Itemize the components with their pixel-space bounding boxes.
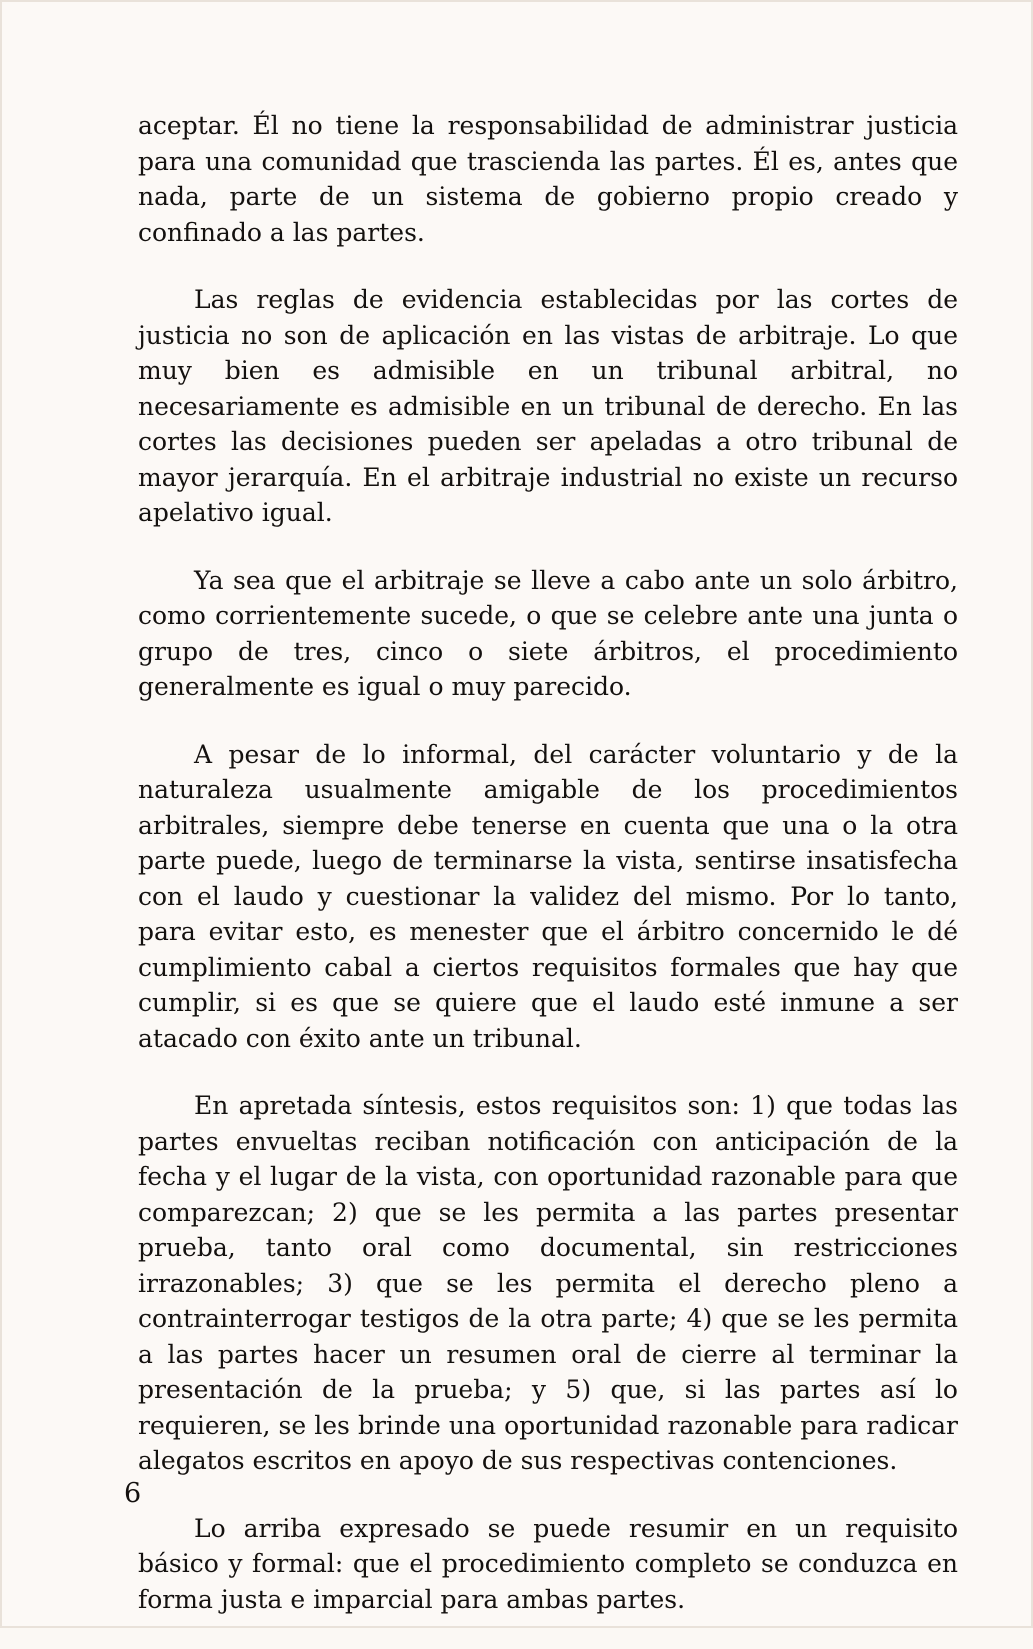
page-number: 6	[124, 1478, 142, 1509]
body-text	[138, 108, 958, 1649]
paragraph-5: En apretada síntesis, estos requisitos son: 1) que todas las partes envueltas reciban notificación con anticipación de la fecha y el lugar de la vista, con oportunidad razonable para que comparezcan; 2) que se les permita a las partes presentar prueba, tanto oral como documental, sin restricciones irrazonables; 3) que se les permita el derecho pleno a contrainterrogar testigos de la otra parte; 4) que se les permita a las partes hacer un resumen oral de cierre al terminar la presentación de la prueba; y 5) que, si las partes así lo requieren, se les brinde una oportunidad razonable para radicar alegatos escritos en apoyo de sus respectivas contenciones.	[138, 1091, 958, 1475]
paragraph-4: A pesar de lo informal, del carácter voluntario y de la naturaleza usualmente amigable de los procedimientos arbitrales, siempre debe tenerse en cuenta que una o la otra parte puede, luego de terminarse la vista, sentirse insatisfecha con el laudo y cuestionar la validez del mismo. Por lo tanto, para evitar esto, es menester que el árbitro concernido le dé cumplimiento cabal a ciertos requisitos formales que hay que cumplir, si es que se quiere que el laudo esté inmune a ser atacado con éxito ante un tribunal.	[138, 739, 958, 1053]
paragraph-2: Las reglas de evidencia establecidas por las cortes de justicia no son de aplicación en las vistas de arbitraje. Lo que muy bien es admisible en un tribunal arbitral, no necesariamente es admisible en un tribunal de derecho. En las cortes las decisiones pueden ser apeladas a otro tribunal de mayor jerarquía. En el arbitraje industrial no existe un recurso apelativo igual.	[138, 285, 958, 527]
paragraph-6: Lo arriba expresado se puede resumir en un requisito básico y formal: que el procedimiento completo se conduzca en forma justa e imparcial para ambas partes.	[138, 1513, 958, 1614]
paragraph-3: Ya sea que el arbitraje se lleve a cabo ante un solo árbitro, como corrientemente sucede, o que se celebre ante una junta o grupo de tres, cinco o siete árbitros, el procedimiento generalmente es igual o muy parecido.	[138, 565, 958, 701]
paragraph-1: aceptar. Él no tiene la responsabilidad de administrar justicia para una comunidad que trascienda las partes. Él es, antes que nada, parte de un sistema de gobierno propio creado y confinado a las partes.	[138, 111, 958, 247]
